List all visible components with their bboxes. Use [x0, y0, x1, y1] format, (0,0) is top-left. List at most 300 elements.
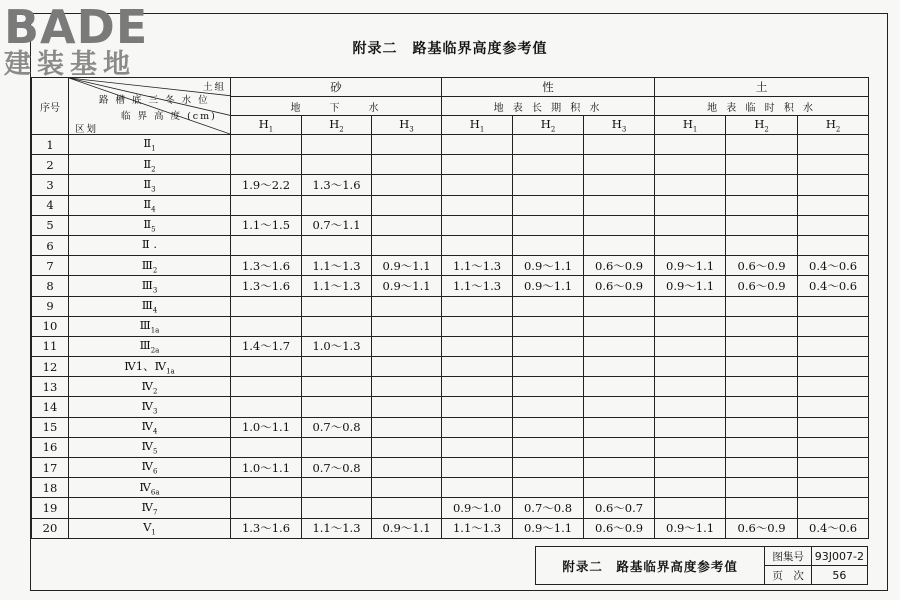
value-cell: [442, 175, 513, 195]
value-cell: [442, 377, 513, 397]
row-number: 12: [32, 357, 69, 377]
value-cell: [231, 478, 302, 498]
row-number: 15: [32, 417, 69, 437]
value-cell: [584, 215, 655, 235]
value-cell: [584, 175, 655, 195]
value-cell: [655, 437, 726, 457]
row-number: 17: [32, 458, 69, 478]
h-label: $H_2$: [329, 116, 344, 134]
h-label-subscript: 1: [479, 125, 485, 134]
value-cell: [513, 195, 584, 215]
table-row: [32, 437, 869, 457]
h-column-header: [584, 116, 655, 135]
value-cell: [655, 417, 726, 437]
row-number: 1: [32, 135, 69, 155]
value-cell: 0.9～1.1: [513, 276, 584, 296]
value-cell: [231, 235, 302, 255]
value-cell: [798, 478, 869, 498]
value-cell: [798, 296, 869, 316]
value-cell: [442, 215, 513, 235]
value-cell: 0.9～1.1: [372, 256, 442, 276]
zone-subscript: 5: [151, 225, 156, 234]
h-label-subscript: 2: [550, 125, 556, 134]
value-cell: 0.6～0.9: [584, 256, 655, 276]
value-cell: 1.1～1.5: [231, 215, 302, 235]
value-cell: [442, 235, 513, 255]
zone-subscript: 2: [152, 265, 158, 274]
value-cell: [726, 458, 798, 478]
value-cell: [655, 397, 726, 417]
value-cell: 0.7～0.8: [302, 417, 372, 437]
group-header-nature: 性: [542, 80, 554, 94]
h-column-header: [302, 116, 372, 135]
value-cell: [798, 175, 869, 195]
row-number: 16: [32, 437, 69, 457]
zone-subscript: 1a: [150, 326, 160, 335]
zone-cell: [69, 417, 231, 437]
h-label-subscript: 1: [692, 125, 698, 134]
value-cell: [372, 377, 442, 397]
value-cell: [302, 135, 372, 155]
value-cell: [655, 215, 726, 235]
value-cell: [231, 377, 302, 397]
value-cell: [584, 235, 655, 255]
zone-cell: [69, 437, 231, 457]
value-cell: [655, 155, 726, 175]
value-cell: [584, 316, 655, 336]
zone-cell: [69, 195, 231, 215]
h-label: $H_1$: [469, 116, 485, 134]
value-cell: [231, 316, 302, 336]
value-cell: 0.6～0.9: [726, 256, 798, 276]
value-cell: [442, 357, 513, 377]
table-row: [32, 316, 869, 336]
value-cell: [372, 195, 442, 215]
zone-cell: [69, 276, 231, 296]
zone-name: Ⅳ: [141, 378, 154, 393]
value-cell: [726, 336, 798, 356]
row-number: 5: [32, 215, 69, 235]
value-cell: [302, 235, 372, 255]
value-cell: [798, 377, 869, 397]
value-cell: [655, 235, 726, 255]
zone-name: Ⅲ: [139, 338, 151, 353]
zone-cell: [69, 316, 231, 336]
group-header-nature-cell: [442, 78, 655, 97]
value-cell: [513, 377, 584, 397]
table-row: [32, 518, 869, 538]
value-cell: [655, 336, 726, 356]
value-cell: [372, 417, 442, 437]
value-cell: [231, 195, 302, 215]
zone-subscript: 6a: [150, 487, 160, 496]
value-cell: [726, 235, 798, 255]
value-cell: [442, 316, 513, 336]
value-cell: [372, 175, 442, 195]
value-cell: [655, 458, 726, 478]
value-cell: [798, 357, 869, 377]
zone-cell: [69, 155, 231, 175]
value-cell: [513, 215, 584, 235]
value-cell: [655, 377, 726, 397]
value-cell: 0.6～0.7: [584, 498, 655, 518]
value-cell: 1.0～1.1: [231, 458, 302, 478]
zone-name: Ⅳ: [141, 459, 154, 474]
diag-label-zone: 区划: [75, 124, 99, 135]
zone-cell: [69, 175, 231, 195]
page-title: 附录二 路基临界高度参考值: [352, 41, 548, 57]
value-cell: [584, 437, 655, 457]
row-number: 6: [32, 235, 69, 255]
value-cell: [513, 357, 584, 377]
table-row: [32, 478, 869, 498]
value-cell: [798, 316, 869, 336]
value-cell: 1.1～1.3: [442, 518, 513, 538]
value-cell: [798, 336, 869, 356]
zone-subscript: 2: [151, 164, 156, 173]
value-cell: [372, 296, 442, 316]
row-number: 14: [32, 397, 69, 417]
value-cell: [302, 478, 372, 498]
value-cell: [798, 437, 869, 457]
zone-subscript: 5: [153, 447, 158, 456]
table-row: [32, 357, 869, 377]
zone-subscript: 4: [151, 205, 156, 214]
value-cell: [726, 135, 798, 155]
zone-subscript: 6: [153, 467, 158, 476]
value-cell: [231, 296, 302, 316]
value-cell: [442, 437, 513, 457]
value-cell: [302, 296, 372, 316]
value-cell: [231, 498, 302, 518]
value-cell: [655, 175, 726, 195]
row-number: 2: [32, 155, 69, 175]
water-header-temporary: 地 表 临 时 积 水: [707, 102, 817, 114]
zone-cell: [69, 235, 231, 255]
zone-cell: [69, 518, 231, 538]
h-label: $H_3$: [399, 116, 414, 134]
table-row: [32, 215, 869, 235]
table-row: [32, 276, 869, 296]
value-cell: [302, 437, 372, 457]
group-header-sand-cell: [231, 78, 442, 97]
value-cell: [372, 235, 442, 255]
water-header-cell: [442, 97, 655, 116]
value-cell: [584, 377, 655, 397]
zone-name: Ⅳ: [141, 419, 154, 434]
value-cell: [726, 155, 798, 175]
value-cell: [372, 478, 442, 498]
value-cell: [513, 478, 584, 498]
value-cell: [726, 437, 798, 457]
value-cell: [655, 498, 726, 518]
value-cell: 0.6～0.9: [726, 276, 798, 296]
value-cell: 0.9～1.1: [372, 276, 442, 296]
value-cell: [513, 458, 584, 478]
page-number-value: 56: [811, 566, 867, 585]
value-cell: 1.1～1.3: [302, 276, 372, 296]
value-cell: 0.9～1.1: [513, 256, 584, 276]
value-cell: [584, 195, 655, 215]
value-cell: [584, 397, 655, 417]
value-cell: [231, 135, 302, 155]
value-cell: [231, 155, 302, 175]
zone-cell: [69, 498, 231, 518]
value-cell: [798, 417, 869, 437]
title-block: [535, 546, 868, 585]
value-cell: [513, 397, 584, 417]
value-cell: [442, 155, 513, 175]
h-column-header: [798, 116, 869, 135]
h-label-subscript: 2: [339, 125, 344, 134]
value-cell: 1.3～1.6: [231, 518, 302, 538]
zone-subscript: 3: [151, 185, 156, 194]
zone-name: Ⅱ .: [141, 237, 158, 252]
table-row: [32, 336, 869, 356]
zone-name: Ⅳ: [141, 439, 154, 454]
value-cell: [584, 357, 655, 377]
value-cell: [372, 437, 442, 457]
value-cell: [584, 155, 655, 175]
table-row: [32, 195, 869, 215]
value-cell: [372, 397, 442, 417]
value-cell: [442, 397, 513, 417]
h-label-subscript: 2: [835, 125, 841, 134]
value-cell: [372, 357, 442, 377]
row-number: 18: [32, 478, 69, 498]
zone-cell: [69, 296, 231, 316]
zone-name: Ⅳ: [141, 398, 154, 413]
value-cell: [372, 155, 442, 175]
critical-height-table: [31, 77, 869, 539]
value-cell: [798, 498, 869, 518]
zone-subscript: 1: [151, 144, 156, 153]
value-cell: 0.4～0.6: [798, 276, 869, 296]
value-cell: [442, 296, 513, 316]
diag-label-soil-group: 土组: [202, 82, 226, 93]
value-cell: [584, 417, 655, 437]
value-cell: [513, 336, 584, 356]
atlas-number-value: 93J007-2: [811, 547, 867, 566]
group-header-soil: 土: [755, 80, 768, 94]
value-cell: [442, 417, 513, 437]
zone-subscript: 2: [153, 386, 158, 395]
value-cell: 1.3～1.6: [231, 276, 302, 296]
value-cell: 1.0～1.3: [302, 336, 372, 356]
value-cell: 1.1～1.3: [442, 276, 513, 296]
zone-subscript: 4: [153, 427, 158, 436]
h-column-header: [655, 116, 726, 135]
table-row: [32, 397, 869, 417]
value-cell: [726, 195, 798, 215]
table-row: [32, 296, 869, 316]
value-cell: [798, 235, 869, 255]
row-number: 4: [32, 195, 69, 215]
value-cell: [584, 135, 655, 155]
h-label-subscript: 3: [409, 125, 414, 134]
value-cell: [726, 175, 798, 195]
value-cell: [442, 135, 513, 155]
value-cell: [372, 336, 442, 356]
value-cell: [302, 195, 372, 215]
seq-header-cell: [32, 78, 69, 135]
atlas-number-label: 图集号: [765, 547, 811, 566]
value-cell: [584, 478, 655, 498]
row-number: 13: [32, 377, 69, 397]
table-row: [32, 256, 869, 276]
h-label-subscript: 2: [764, 125, 769, 134]
zone-name: Ⅱ: [143, 217, 152, 232]
value-cell: [798, 397, 869, 417]
table-row: [32, 235, 869, 255]
water-header-cell: [231, 97, 442, 116]
zone-subscript: 4: [152, 306, 158, 315]
value-cell: [513, 235, 584, 255]
value-cell: [513, 437, 584, 457]
value-cell: 0.9～1.1: [372, 518, 442, 538]
value-cell: [513, 155, 584, 175]
value-cell: [798, 195, 869, 215]
value-cell: [726, 478, 798, 498]
value-cell: [584, 458, 655, 478]
value-cell: [726, 357, 798, 377]
value-cell: [302, 377, 372, 397]
page-number-label: 页 次: [765, 566, 811, 585]
value-cell: [655, 357, 726, 377]
table-row: [32, 498, 869, 518]
row-number: 3: [32, 175, 69, 195]
row-number: 10: [32, 316, 69, 336]
value-cell: [655, 195, 726, 215]
zone-cell: [69, 458, 231, 478]
zone-name: Ⅱ: [143, 156, 152, 171]
zone-subscript: 3: [153, 407, 158, 416]
value-cell: [302, 316, 372, 336]
zone-subscript: 1a: [166, 367, 175, 376]
value-cell: 1.1～1.3: [302, 256, 372, 276]
value-cell: [726, 397, 798, 417]
h-label: $H_2$: [754, 116, 769, 134]
row-number: 8: [32, 276, 69, 296]
zone-name: Ⅱ: [143, 176, 152, 191]
value-cell: [513, 417, 584, 437]
value-cell: [726, 417, 798, 437]
value-cell: [655, 316, 726, 336]
table-row: [32, 377, 869, 397]
value-cell: 0.9～1.1: [655, 276, 726, 296]
value-cell: [442, 478, 513, 498]
zone-cell: [69, 256, 231, 276]
value-cell: [231, 397, 302, 417]
water-header-underground: 地 下 水: [290, 102, 382, 114]
h-column-header: [231, 116, 302, 135]
zone-name: Ⅳ: [141, 499, 154, 514]
diag-label-critical-height: 临 界 高 度 (cm): [121, 111, 217, 122]
zone-cell: [69, 478, 231, 498]
value-cell: [655, 296, 726, 316]
table-row: [32, 155, 869, 175]
value-cell: [726, 377, 798, 397]
value-cell: 0.4～0.6: [798, 518, 869, 538]
zone-name: Ⅴ: [143, 520, 152, 534]
value-cell: 1.0～1.1: [231, 417, 302, 437]
value-cell: [726, 215, 798, 235]
group-header-soil-cell: [655, 78, 869, 97]
seq-header: 序号: [40, 102, 60, 114]
row-number: 9: [32, 296, 69, 316]
value-cell: 0.9～1.1: [513, 518, 584, 538]
row-number: 20: [32, 518, 69, 538]
row-number: 7: [32, 256, 69, 276]
value-cell: [231, 357, 302, 377]
value-cell: 1.1～1.3: [442, 256, 513, 276]
zone-cell: [69, 336, 231, 356]
value-cell: [798, 155, 869, 175]
value-cell: [372, 458, 442, 478]
logo-chinese: 建装基地: [4, 49, 136, 80]
zone-cell: [69, 215, 231, 235]
h-label: $H_1$: [258, 116, 274, 134]
value-cell: [442, 336, 513, 356]
value-cell: 0.7～0.8: [513, 498, 584, 518]
zone-cell: [69, 397, 231, 417]
h-column-header: [726, 116, 798, 135]
zone-name: Ⅲ: [141, 297, 153, 312]
zone-cell: [69, 357, 231, 377]
value-cell: [655, 135, 726, 155]
value-cell: 1.3～1.6: [302, 175, 372, 195]
value-cell: 0.6～0.9: [584, 276, 655, 296]
value-cell: [231, 437, 302, 457]
row-number: 11: [32, 336, 69, 356]
value-cell: [655, 478, 726, 498]
value-cell: [302, 357, 372, 377]
value-cell: 1.4～1.7: [231, 336, 302, 356]
value-cell: [513, 135, 584, 155]
zone-name: Ⅱ: [143, 136, 152, 151]
value-cell: 1.3～1.6: [231, 256, 302, 276]
h-label-subscript: 3: [621, 125, 627, 134]
zone-name: Ⅲ: [141, 277, 153, 292]
value-cell: 0.7～0.8: [302, 458, 372, 478]
value-cell: 0.6～0.9: [584, 518, 655, 538]
value-cell: 0.9～1.1: [655, 518, 726, 538]
diagonal-header: [69, 78, 231, 135]
value-cell: [302, 155, 372, 175]
value-cell: [726, 316, 798, 336]
zone-name: Ⅲ: [141, 257, 153, 272]
table-row: [32, 175, 869, 195]
table-row: [32, 458, 869, 478]
value-cell: [372, 316, 442, 336]
zone-subscript: 1: [151, 528, 156, 537]
value-cell: [302, 397, 372, 417]
h-label: $H_1$: [682, 116, 698, 134]
diag-label-water-level: 路 槽 底 三 冬 水 位: [99, 95, 210, 106]
value-cell: [798, 135, 869, 155]
water-header-cell: [655, 97, 869, 116]
value-cell: [798, 215, 869, 235]
value-cell: [302, 498, 372, 518]
h-label: $H_3$: [611, 116, 627, 134]
value-cell: [584, 296, 655, 316]
logo-latin: BADE: [4, 0, 149, 54]
title-block-title: 附录二 路基临界高度参考值: [536, 547, 765, 585]
h-label-subscript: 1: [268, 125, 274, 134]
value-cell: [726, 498, 798, 518]
value-cell: [372, 135, 442, 155]
value-cell: [513, 316, 584, 336]
